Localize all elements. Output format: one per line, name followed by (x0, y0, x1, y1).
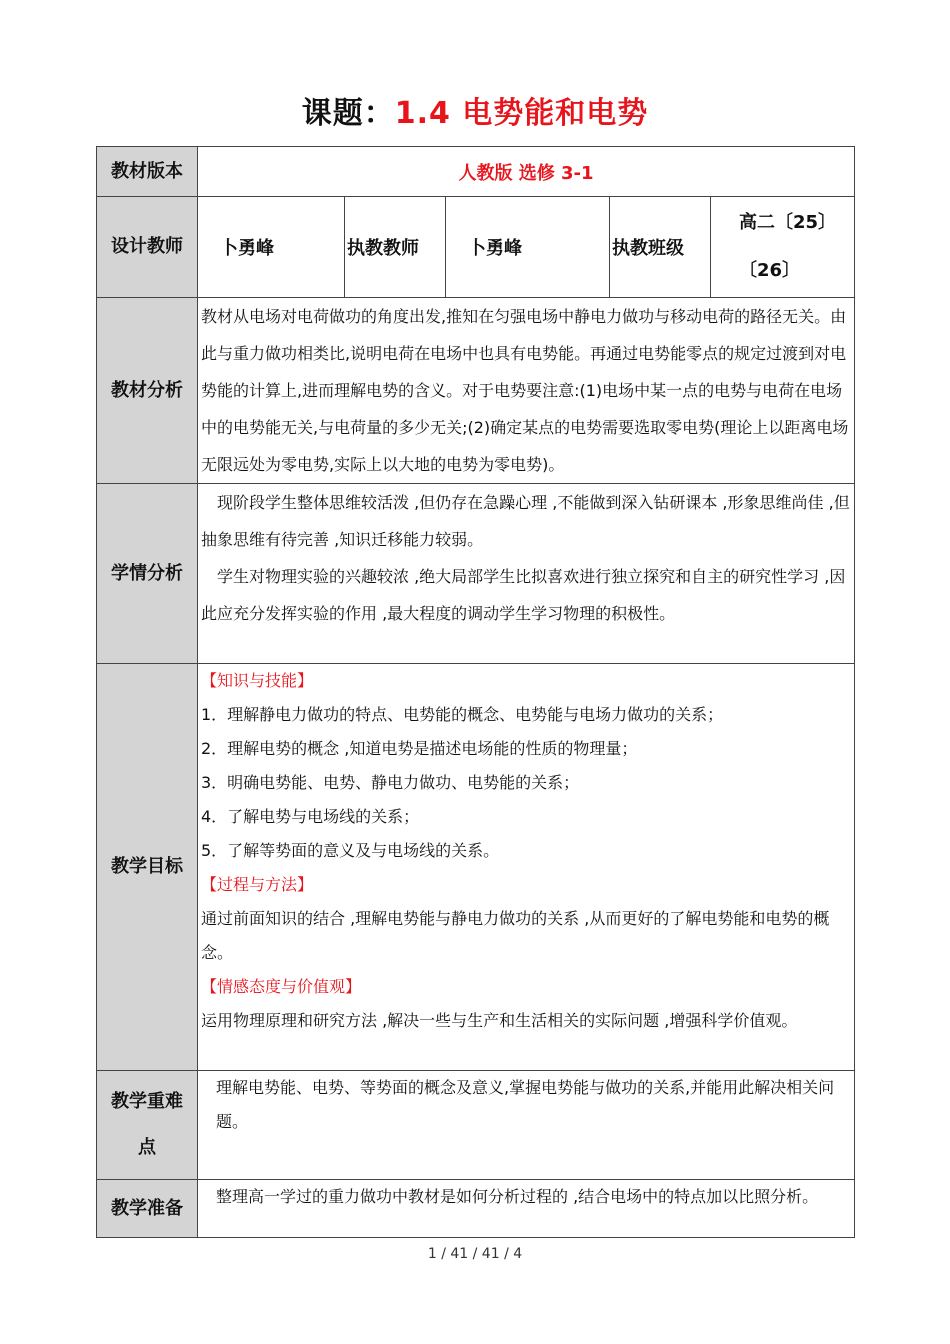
goal-item-5: 5．了解等势面的意义及与电场线的关系。 (201, 841, 500, 860)
key-label-line-2: 点 (138, 1137, 156, 1158)
class-value (711, 197, 855, 298)
prep-text: 整理高一学过的重力做功中教材是如何分析过程的 ,结合电场中的特点加以比照分析。 (216, 1187, 819, 1206)
goal-item-2: 2．理解电势的概念 ,知道电势是描述电场能的性质的物理量； (201, 739, 638, 758)
goal-cell (198, 664, 855, 1071)
goal-emotion-title: 【情感态度与价值观】 (201, 977, 362, 996)
key-label-line-1: 教学重难 (111, 1091, 183, 1112)
teacher-name: 卜勇峰 (446, 197, 610, 298)
row-goals (97, 664, 855, 1071)
designer-label: 设计教师 (97, 197, 198, 298)
page-number: 1 / 41 / 41 / 4 (427, 1246, 523, 1262)
class-line-1: 高二〔25〕 (739, 212, 837, 233)
goal-item-1: 1．理解静电力做功的特点、电势能的概念、电势能与电场力做功的关系； (201, 705, 724, 724)
edition-label: 教材版本 (97, 147, 198, 197)
student-label: 学情分析 (97, 484, 198, 664)
goal-knowledge-title: 【知识与技能】 (201, 671, 314, 690)
row-analysis (97, 298, 855, 484)
lesson-plan-table (96, 146, 855, 1238)
goal-item-4: 4．了解电势与电场线的关系； (201, 807, 420, 826)
goal-process-text: 通过前面知识的结合 ,理解电势能与静电力做功的关系 ,从而更好的了解电势能和电势的概念。 (201, 909, 830, 962)
title-prefix: 课题： (301, 96, 395, 131)
key-cell (198, 1071, 855, 1180)
class-label: 执教班级 (610, 197, 711, 298)
title-highlight: 1.4 电势能和电势 (394, 96, 649, 131)
student-cell (198, 484, 855, 664)
page-title (0, 88, 950, 132)
analysis-cell (198, 298, 855, 484)
key-text: 理解电势能、电势、等势面的概念及意义,掌握电势能与做功的关系,并能用此解决相关问题。 (216, 1078, 835, 1131)
student-paragraph-1: 现阶段学生整体思维较活泼 ,但仍存在急躁心理 ,不能做到深入钻研课本 ,形象思维尚佳 ,但抽象思维有待完善 ,知识迁移能力较弱。 (201, 493, 850, 549)
analysis-text: 教材从电场对电荷做功的角度出发,推知在匀强电场中静电力做功与移动电荷的路径无关。由此与重力做功相类比,说明电荷在电场中也具有电势能。再通过电势能零点的规定过渡到对电势能的计算上,进而理解电势的含义。对于电势要注意:(1)电场中某一点的电势与电荷在电场中的电势能无关,与电荷量的多少无关;(2)确定某点的电势需要选取零电势(理论上以距离电场无限远处为零电势,实际上以大地的电势为零电势)。 (201, 307, 849, 474)
row-key-points (97, 1071, 855, 1180)
row-designer (97, 197, 855, 298)
goal-emotion-text: 运用物理原理和研究方法 ,解决一些与生产和生活相关的实际问题 ,增强科学价值观。 (201, 1011, 798, 1030)
designer-name: 卜勇峰 (198, 197, 345, 298)
row-preparation (97, 1180, 855, 1238)
teacher-label: 执教教师 (345, 197, 446, 298)
prep-label: 教学准备 (97, 1180, 198, 1238)
goal-label: 教学目标 (97, 664, 198, 1071)
key-label (97, 1071, 198, 1180)
row-student (97, 484, 855, 664)
analysis-label: 教材分析 (97, 298, 198, 484)
class-line-2: 〔26〕 (739, 260, 801, 281)
prep-cell (198, 1180, 855, 1238)
goal-process-title: 【过程与方法】 (201, 875, 314, 894)
goal-item-3: 3．明确电势能、电势、静电力做功、电势能的关系； (201, 773, 580, 792)
student-paragraph-2: 学生对物理实验的兴趣较浓 ,绝大局部学生比拟喜欢进行独立探究和自主的研究性学习 ,因此应充分发挥实验的作用 ,最大程度的调动学生学习物理的积极性。 (201, 567, 846, 623)
row-edition (97, 147, 855, 197)
edition-value: 人教版 选修 3-1 (198, 147, 855, 197)
